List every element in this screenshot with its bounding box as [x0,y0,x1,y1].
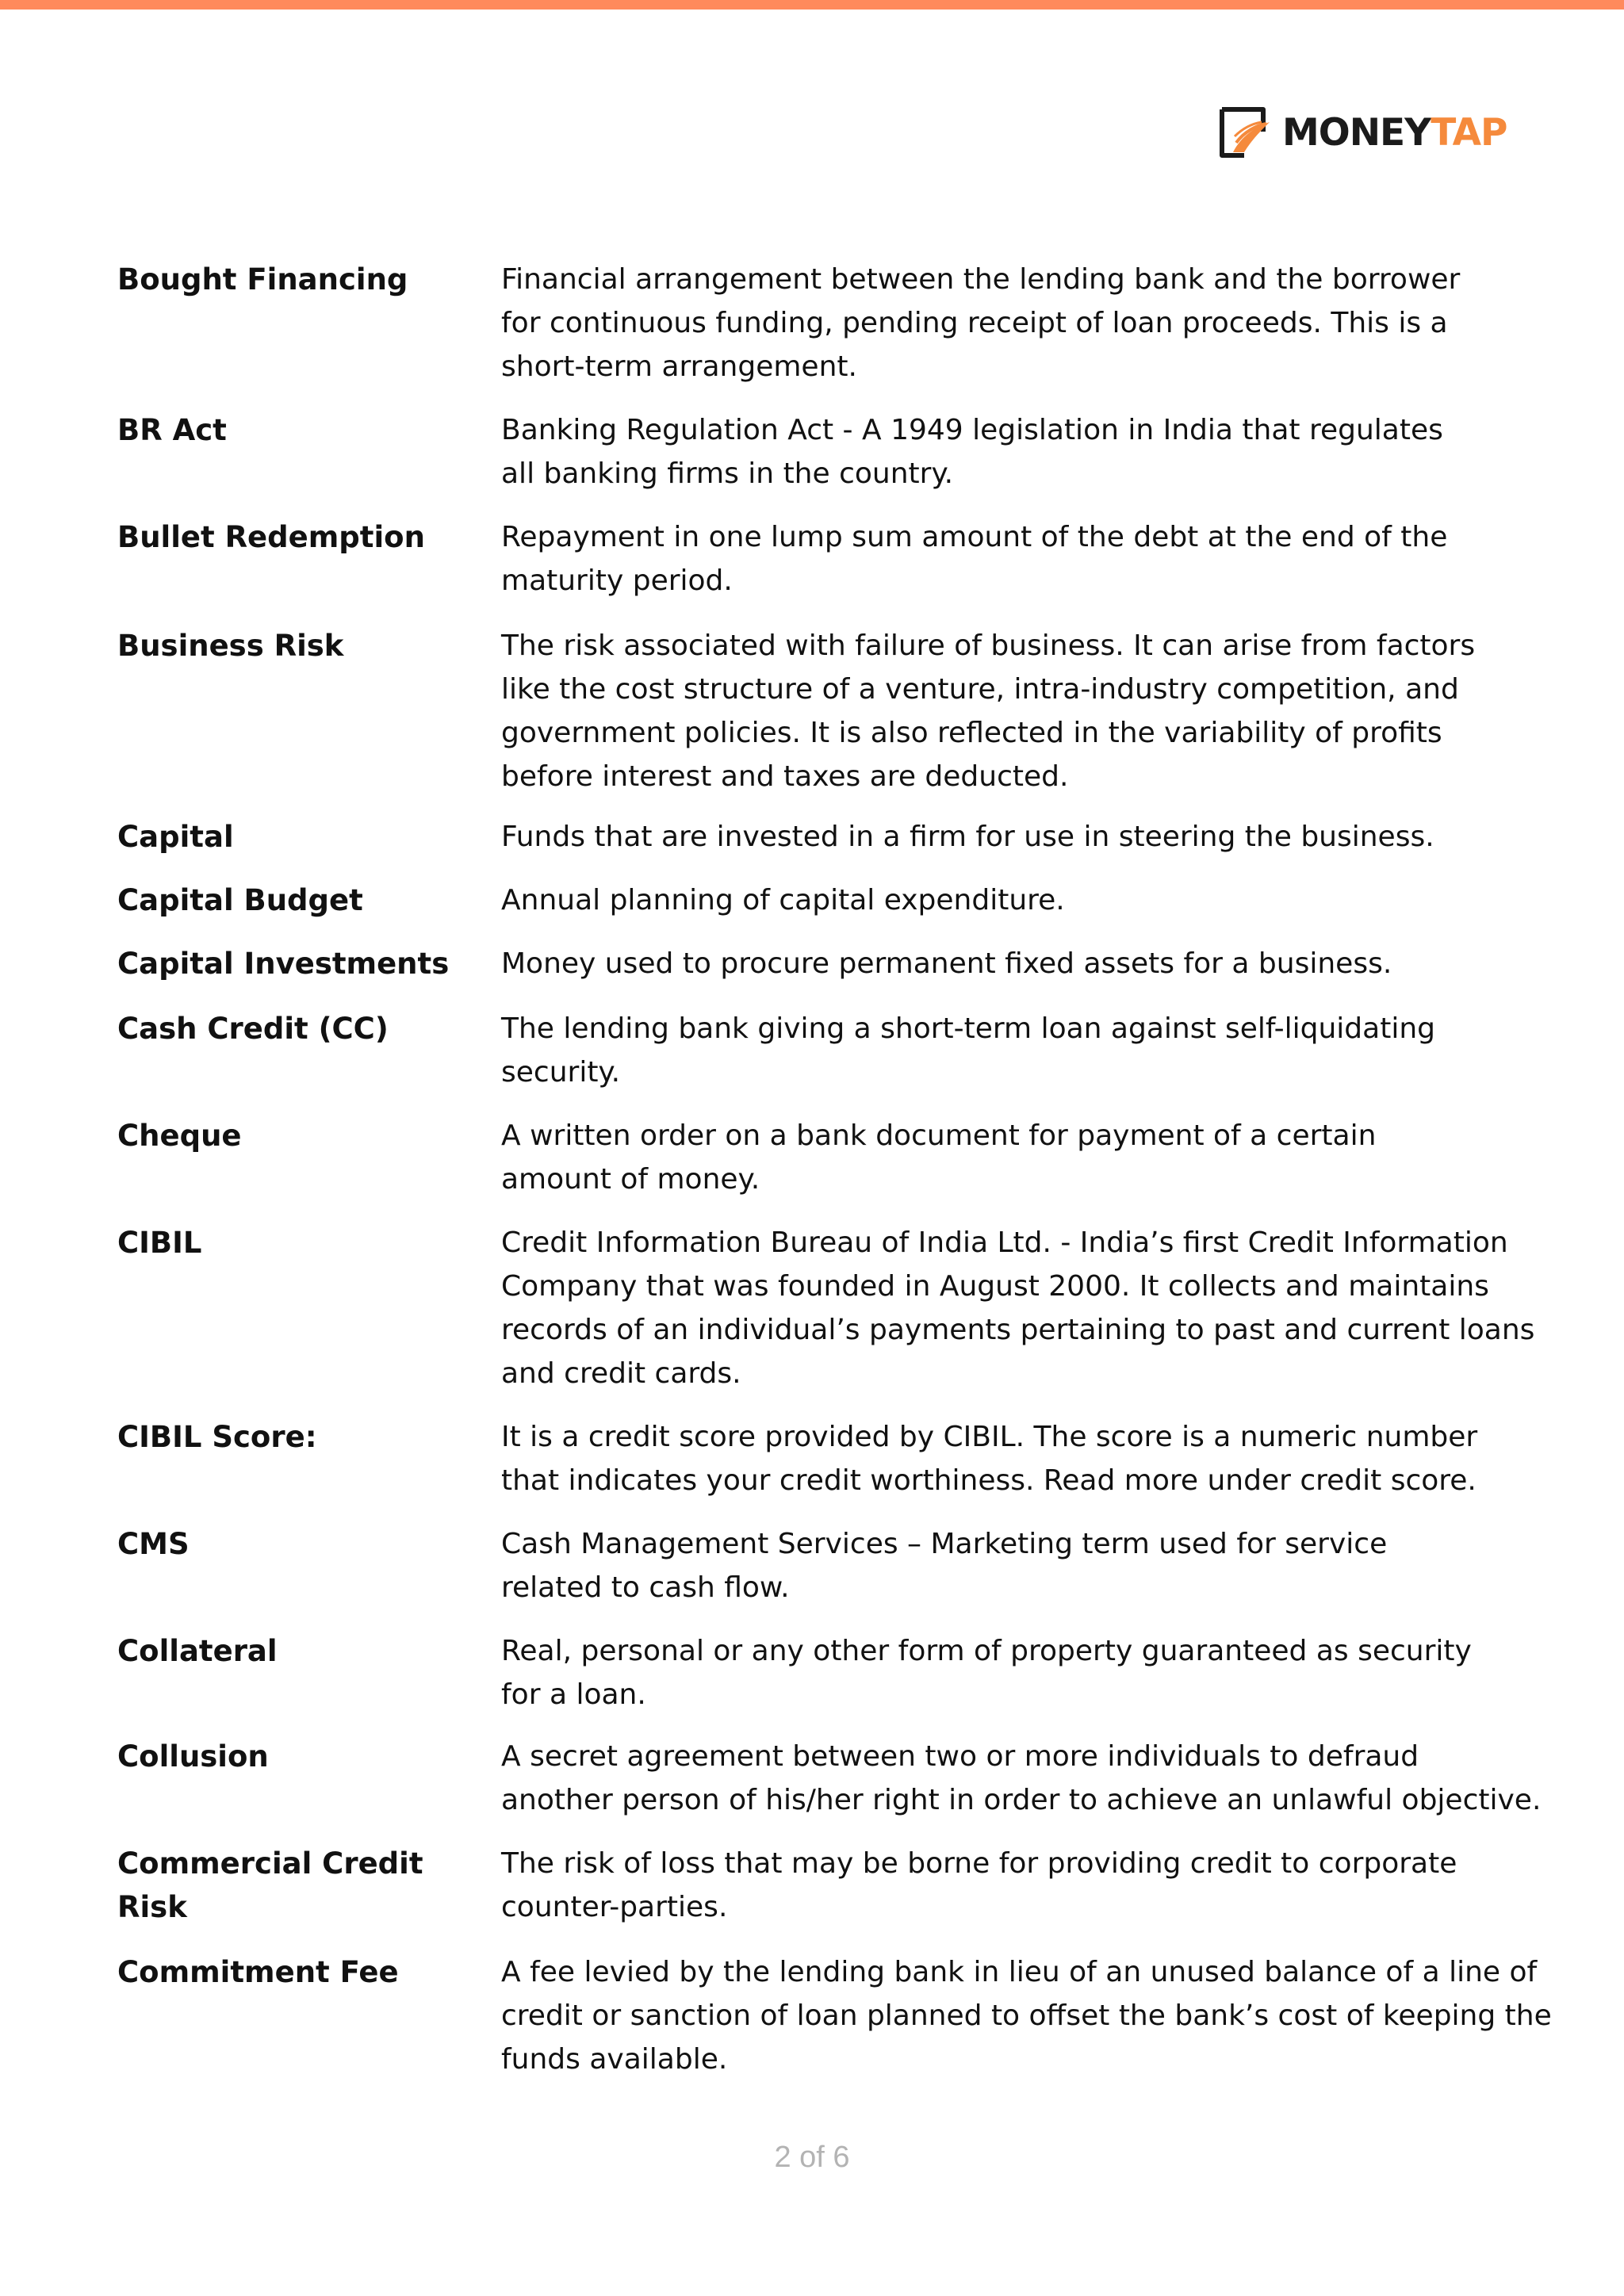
glossary-term: Capital [117,820,234,854]
glossary-definition [501,1221,1535,1395]
glossary-term: Cheque [117,1119,242,1153]
definition-line: The risk associated with failure of business. It can arise from factors [501,629,1476,662]
page-number: 2 of 6 [774,2141,850,2174]
definition-line: credit or sanction of loan planned to offset the bank’s cost of keeping the [501,1999,1552,2032]
definition-line: counter-parties. [501,1891,728,1923]
definition-line: Credit Information Bureau of India Ltd. - India’s first Credit Information [501,1226,1508,1259]
glossary-term: BR Act [117,413,227,447]
logo-money-text: MONEY [1282,110,1431,155]
definition-line: Financial arrangement between the lending bank and the borrower [501,263,1461,296]
glossary-term: Bought Financing [117,262,408,297]
glossary-term: CIBIL Score: [117,1420,317,1454]
definition-line: that indicates your credit worthiness. Read more under credit score. [501,1464,1477,1497]
glossary-definition [501,1950,1552,2081]
glossary-term: Capital Budget [117,883,363,917]
glossary-term: Capital Investments [117,947,450,981]
definition-line: The lending bank giving a short-term loan against self-liquidating [501,1012,1435,1045]
glossary-definition [501,624,1492,798]
glossary-term: Collateral [117,1634,278,1668]
moneytap-logo [1217,105,1507,160]
glossary-definition [501,1522,1492,1609]
definition-line: amount of money. [501,1163,760,1196]
logo-tap-text: TAP [1431,110,1507,155]
definition-line: before interest and taxes are deducted. [501,760,1069,793]
definition-line: The risk of loss that may be borne for providing credit to corporate [501,1847,1457,1880]
glossary-term: Collusion [117,1739,269,1774]
logo-wordmark [1282,110,1507,155]
glossary-term: CMS [117,1527,190,1561]
glossary-definition [501,942,1492,985]
glossary-definition [501,815,1492,859]
glossary-term: Bullet Redemption [117,520,425,554]
definition-line: short-term arrangement. [501,350,857,383]
glossary-term: Commercial Credit Risk [117,1846,423,1924]
definition-line: Annual planning of capital expenditure. [501,884,1065,916]
definition-line: for a loan. [501,1678,646,1711]
definition-line: for continuous funding, pending receipt of loan proceeds. This is a [501,307,1448,339]
definition-line: Cash Management Services – Marketing term used for service [501,1528,1388,1560]
bird-swoosh-icon [1217,105,1273,160]
definition-line: Repayment in one lump sum amount of the debt at the end of the [501,521,1448,553]
definition-line: security. [501,1056,621,1089]
definition-line: Banking Regulation Act - A 1949 legislation in India that regulates [501,414,1443,446]
glossary-definition [501,1114,1492,1201]
definition-line: related to cash flow. [501,1571,790,1604]
definition-line: and credit cards. [501,1357,741,1390]
definition-line: funds available. [501,2043,728,2076]
definition-line: A fee levied by the lending bank in lieu of an unused balance of a line of [501,1956,1538,1988]
glossary-definition [501,408,1492,496]
glossary-term: CIBIL [117,1226,202,1260]
definition-line: Real, personal or any other form of property guaranteed as security [501,1635,1472,1667]
glossary-term: Commitment Fee [117,1955,399,1989]
glossary-definition [501,878,1492,922]
glossary-definition [501,258,1492,388]
definition-line: A secret agreement between two or more individuals to defraud [501,1740,1419,1773]
definition-line: like the cost structure of a venture, intra-industry competition, and [501,673,1459,706]
definition-line: another person of his/her right in order to achieve an unlawful objective. [501,1784,1542,1816]
glossary-term: Business Risk [117,629,344,663]
definition-line: all banking firms in the country. [501,457,954,490]
glossary-definition [501,1629,1492,1716]
glossary-definition [501,1007,1492,1094]
definition-line: maturity period. [501,564,733,597]
definition-line: government policies. It is also reflected in the variability of profits [501,717,1442,749]
definition-line: It is a credit score provided by CIBIL. The score is a numeric number [501,1421,1478,1453]
definition-line: Company that was founded in August 2000. It collects and maintains [501,1270,1489,1303]
definition-line: A written order on a bank document for payment of a certain [501,1119,1377,1152]
glossary-definition [501,1735,1542,1822]
glossary-term: Cash Credit (CC) [117,1012,389,1046]
definition-line: records of an individual’s payments pertaining to past and current loans [501,1314,1535,1346]
definition-line: Money used to procure permanent fixed assets for a business. [501,947,1392,980]
top-accent-bar [0,0,1624,10]
glossary-definition [501,1842,1492,1929]
glossary-definition [501,1415,1492,1502]
glossary-definition [501,515,1492,603]
definition-line: Funds that are invested in a firm for use in steering the business. [501,821,1434,853]
